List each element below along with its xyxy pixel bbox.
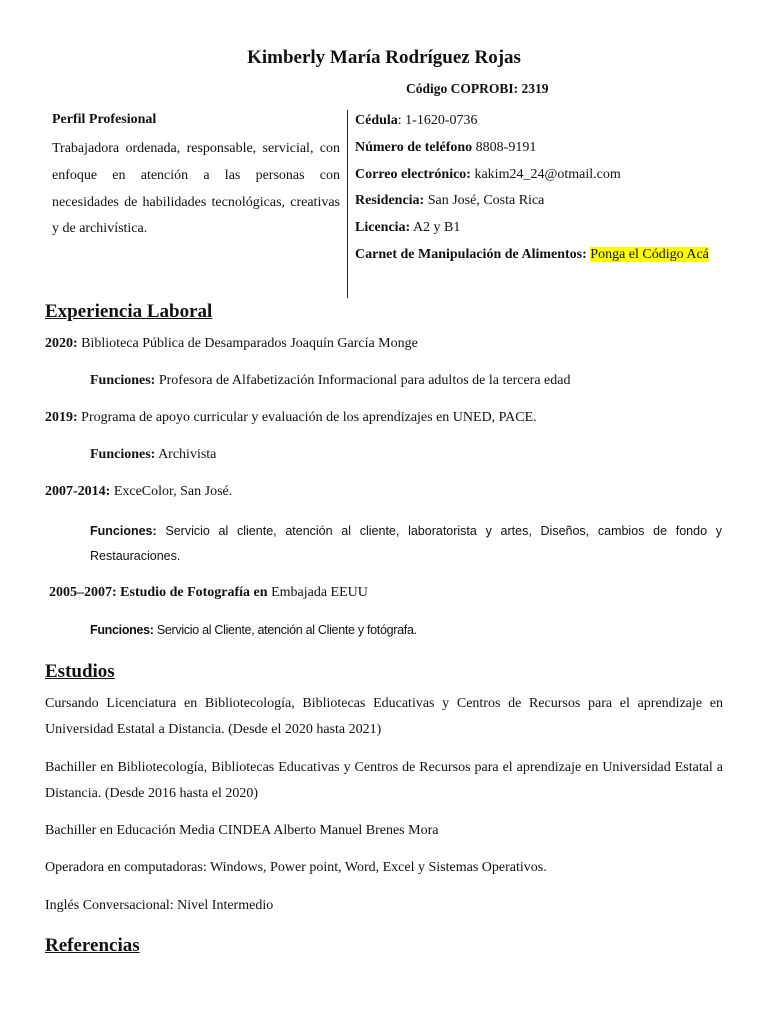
phone-value: 8808-9191 [472, 139, 537, 155]
license-label: Licencia: [355, 220, 411, 236]
study-item: Bachiller en Educación Media CINDEA Alberto Manuel Brenes Mora [45, 823, 439, 838]
functions-text: Profesora de Alfabetización Informacional para adultos de la tercera edad [155, 373, 571, 388]
experience-item [45, 410, 537, 426]
experience-year: 2005–2007: Estudio de Fotografía en [49, 585, 268, 600]
references-heading: Referencias [45, 935, 140, 956]
coprobi-code: Código COPROBI: 2319 [406, 81, 549, 96]
license-value: A2 y B1 [410, 220, 461, 236]
functions-text: Servicio al cliente, atención al cliente, laboratorista y artes, Diseños, cambios de fondo y [156, 524, 722, 538]
study-item: Operadora en computadoras: Windows, Power point, Word, Excel y Sistemas Operativos. [45, 860, 547, 875]
experience-functions [90, 623, 417, 637]
email-value: kakim24_24@otmail.com [470, 166, 621, 182]
experience-year: 2020: [45, 336, 78, 351]
study-item: Inglés Conversacional: Nivel Intermedio [45, 898, 274, 913]
person-name: Kimberly María Rodríguez Rojas [247, 47, 521, 68]
residence-value: San José, Costa Rica [424, 193, 545, 209]
contact-section [355, 108, 717, 269]
experience-functions-continued: Restauraciones. [90, 549, 181, 563]
phone-row [355, 135, 717, 162]
cedula-value: : 1-1620-0736 [397, 113, 478, 128]
experience-functions [90, 518, 722, 544]
functions-label: Funciones: [90, 524, 157, 538]
functions-label: Funciones: [90, 447, 156, 462]
experience-item [45, 484, 232, 500]
functions-label: Funciones: [90, 623, 154, 637]
experience-functions [90, 447, 216, 463]
cedula-row [355, 108, 717, 135]
column-divider [347, 110, 348, 298]
study-item: Cursando Licenciatura en Bibliotecología, Bibliotecas Educativas y Centros de Recursos para el aprendizaje en Universidad Estatal a Distancia. (Desde el 2020 hasta 2021) [45, 696, 723, 737]
experience-year: 2019: [45, 410, 78, 425]
experience-place: ExceColor, San José. [110, 484, 233, 499]
experience-place: Biblioteca Pública de Desamparados Joaquín García Monge [77, 336, 418, 351]
experience-year: 2007-2014: [45, 484, 111, 499]
residence-label: Residencia: [355, 193, 425, 209]
cedula-label: Cédula [355, 113, 398, 128]
experience-place: Programa de apoyo curricular y evaluación de los aprendizajes en UNED, PACE. [77, 410, 537, 425]
experience-place: Embajada EEUU [267, 585, 368, 600]
experience-item [49, 585, 368, 601]
email-label: Correo electrónico: [355, 166, 471, 182]
phone-label: Número de teléfono [355, 139, 473, 155]
functions-text: Archivista [155, 447, 217, 462]
carnet-row [355, 242, 717, 269]
license-row [355, 215, 717, 242]
profile-text: Trabajadora ordenada, responsable, servicial, con enfoque en atención a las personas con necesidades de habilidades tecnológicas, creativas y de archivística. [52, 141, 340, 237]
functions-text: Servicio al Cliente, atención al Cliente y fotógrafa. [153, 623, 417, 637]
functions-label: Funciones: [90, 373, 156, 388]
studies-heading: Estudios [45, 661, 115, 682]
profile-title: Perfil Profesional [52, 112, 157, 127]
profile-section [52, 110, 340, 243]
carnet-value-highlight: Ponga el Código Acá [590, 246, 709, 262]
experience-heading: Experiencia Laboral [45, 301, 213, 322]
email-row [355, 162, 717, 189]
study-item: Bachiller en Bibliotecología, Bibliotecas Educativas y Centros de Recursos para el aprendizaje en Universidad Estatal a Distancia. (Desde 2016 hasta el 2020) [45, 760, 723, 801]
carnet-label: Carnet de Manipulación de Alimentos: [355, 246, 587, 262]
experience-item [45, 336, 418, 352]
residence-row [355, 188, 717, 215]
experience-functions [90, 373, 570, 389]
